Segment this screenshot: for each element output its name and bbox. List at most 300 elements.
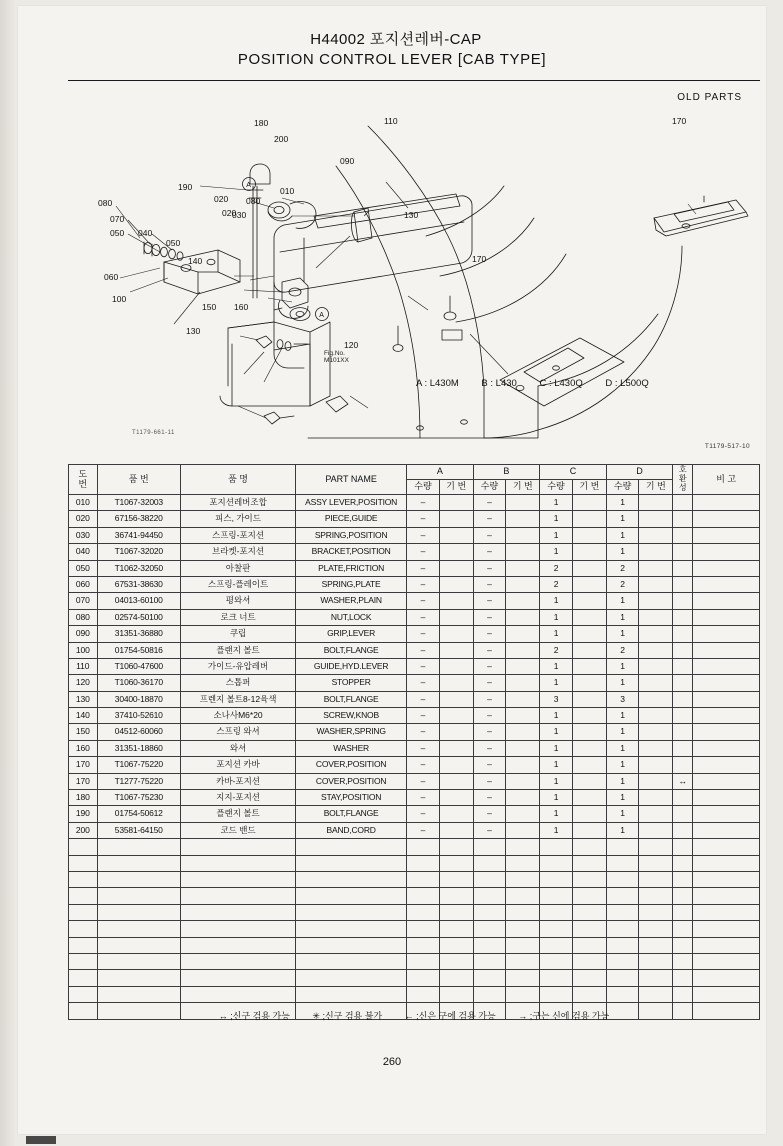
page-title: POSITION CONTROL LEVER [CAB TYPE] (237, 51, 547, 68)
col-header-interchange (673, 465, 693, 495)
cell-empty (296, 871, 407, 887)
cell-part-no: 04013-60100 (97, 593, 180, 609)
cell-hokan (673, 544, 693, 560)
col-header-group-b: B (473, 465, 540, 480)
cell-empty (673, 953, 693, 969)
figure-code-right: T1179-517-10 (704, 443, 750, 450)
table-row (69, 740, 760, 756)
cell-empty (693, 937, 760, 953)
cell-d-q: 2 (606, 560, 639, 576)
cell-part-no: 04512-60060 (97, 724, 180, 740)
cell-empty (473, 986, 506, 1002)
cell-dono: 110 (69, 658, 98, 674)
cell-empty (296, 986, 407, 1002)
cell-part-no: T1277-75220 (97, 773, 180, 789)
cell-b-q: – (473, 642, 506, 658)
cell-b-g (506, 773, 540, 789)
callout-020-a: 020 (214, 194, 229, 204)
cell-d-q: 1 (606, 757, 639, 773)
cell-empty (69, 937, 98, 953)
cell-dono: 100 (69, 642, 98, 658)
cell-empty (180, 970, 295, 986)
legend-item-1: ↔ ;신구 검용 가능 (218, 1011, 290, 1021)
cell-empty (473, 921, 506, 937)
cell-empty (506, 921, 540, 937)
cell-d-g (639, 593, 673, 609)
cell-c-q: 1 (540, 708, 573, 724)
variant-c: C : L430Q (539, 378, 583, 389)
cell-c-g (572, 511, 606, 527)
cell-empty (540, 921, 573, 937)
table-row-empty (69, 871, 760, 887)
cell-d-q: 1 (606, 790, 639, 806)
cell-empty (473, 888, 506, 904)
cell-dono: 060 (69, 576, 98, 592)
cell-empty (693, 888, 760, 904)
cell-a-g (439, 806, 473, 822)
table-row-empty (69, 986, 760, 1002)
cell-empty (97, 953, 180, 969)
col-header-qty-c: 수량 (540, 480, 573, 495)
cell-empty (473, 871, 506, 887)
exploded-view-figure (68, 86, 760, 460)
cell-c-q: 1 (540, 609, 573, 625)
svg-text:A: A (246, 181, 251, 189)
cell-empty (180, 855, 295, 871)
callout-010: 010 (280, 186, 295, 196)
cell-hokan (673, 576, 693, 592)
cell-empty (69, 839, 98, 855)
cell-d-g (639, 757, 673, 773)
cell-hokan (673, 806, 693, 822)
assembly-code: H44002 포지션레버-CAP (310, 31, 482, 48)
cell-hokan: ↔ (673, 773, 693, 789)
table-row (69, 609, 760, 625)
cell-d-g (639, 806, 673, 822)
col-header-eng-name: PART NAME (296, 465, 407, 495)
cell-hokan (673, 790, 693, 806)
interchange-line1: 호 (678, 465, 687, 475)
cell-b-g (506, 740, 540, 756)
cell-kor: 코드 밴드 (180, 822, 295, 838)
cell-a-g (439, 822, 473, 838)
cell-c-q: 1 (540, 757, 573, 773)
cell-empty (407, 839, 440, 855)
cell-a-q: – (407, 822, 440, 838)
cell-kor: 카바-포지션 (180, 773, 295, 789)
cell-empty (296, 937, 407, 953)
cell-empty (506, 970, 540, 986)
cell-kor: 스프링 와셔 (180, 724, 295, 740)
cell-c-g (572, 527, 606, 543)
cell-a-q: – (407, 790, 440, 806)
table-header-row-1 (69, 465, 760, 480)
cell-b-g (506, 626, 540, 642)
cell-kor: 가이드-유압레버 (180, 658, 295, 674)
cell-hokan (673, 757, 693, 773)
cell-empty (673, 855, 693, 871)
cell-a-g (439, 544, 473, 560)
cell-kor: 와셔 (180, 740, 295, 756)
cell-a-q: – (407, 675, 440, 691)
cell-empty (296, 904, 407, 920)
cell-c-q: 1 (540, 773, 573, 789)
cell-empty (693, 953, 760, 969)
cell-d-g (639, 642, 673, 658)
cell-empty (639, 871, 673, 887)
cell-empty (69, 986, 98, 1002)
cell-dono: 030 (69, 527, 98, 543)
cell-b-q: – (473, 724, 506, 740)
cell-a-q: – (407, 626, 440, 642)
cell-kor: 브라켓-포지션 (180, 544, 295, 560)
cell-hokan (673, 708, 693, 724)
cell-d-g (639, 724, 673, 740)
table-row (69, 757, 760, 773)
cell-b-g (506, 609, 540, 625)
cell-empty (606, 871, 639, 887)
cell-remark (693, 527, 760, 543)
callout-150: 150 (202, 302, 217, 312)
old-parts-label: OLD PARTS (677, 92, 742, 103)
callout-090: 090 (340, 156, 355, 166)
cell-remark (693, 822, 760, 838)
header-divider (68, 80, 760, 81)
cell-a-q: – (407, 708, 440, 724)
cell-c-q: 2 (540, 642, 573, 658)
cell-dono: 080 (69, 609, 98, 625)
cell-empty (693, 855, 760, 871)
cell-eng: NUT,LOCK (296, 609, 407, 625)
cell-b-q: – (473, 658, 506, 674)
cell-a-q: – (407, 806, 440, 822)
cell-c-g (572, 495, 606, 511)
cell-empty (673, 904, 693, 920)
cell-d-q: 2 (606, 642, 639, 658)
cell-c-g (572, 790, 606, 806)
cell-c-q: 1 (540, 544, 573, 560)
table-row (69, 658, 760, 674)
legend-item-2: ✳ ;신구 검용 불가 (312, 1011, 383, 1021)
interchange-line2: 환 (678, 474, 687, 484)
cell-empty (407, 937, 440, 953)
cell-empty (572, 970, 606, 986)
cell-empty (606, 986, 639, 1002)
cell-empty (693, 986, 760, 1002)
cell-empty (540, 904, 573, 920)
cell-dono: 190 (69, 806, 98, 822)
cell-empty (180, 888, 295, 904)
table-row (69, 790, 760, 806)
cell-d-g (639, 527, 673, 543)
cell-d-q: 1 (606, 544, 639, 560)
cell-d-g (639, 576, 673, 592)
cell-d-q: 1 (606, 675, 639, 691)
cell-empty (296, 970, 407, 986)
cell-a-q: – (407, 642, 440, 658)
cell-d-q: 1 (606, 609, 639, 625)
bottom-edge-mark (26, 1136, 56, 1144)
table-row (69, 527, 760, 543)
cell-empty (97, 986, 180, 1002)
cell-part-no: 31351-18860 (97, 740, 180, 756)
cell-dono: 180 (69, 790, 98, 806)
cell-c-g (572, 658, 606, 674)
cell-c-g (572, 822, 606, 838)
cell-dono: 160 (69, 740, 98, 756)
cell-d-q: 1 (606, 708, 639, 724)
cell-empty (180, 937, 295, 953)
cell-kor: 로크 너트 (180, 609, 295, 625)
cell-a-g (439, 658, 473, 674)
cell-c-q: 1 (540, 822, 573, 838)
cell-empty (639, 888, 673, 904)
cell-b-q: – (473, 544, 506, 560)
cell-remark (693, 495, 760, 511)
cell-b-g (506, 658, 540, 674)
cell-d-q: 1 (606, 773, 639, 789)
cell-empty (407, 921, 440, 937)
cell-eng: PIECE,GUIDE (296, 511, 407, 527)
cell-kor: 플랜지 볼트 (180, 806, 295, 822)
cell-empty (540, 953, 573, 969)
cell-empty (693, 839, 760, 855)
cell-part-no: T1067-32020 (97, 544, 180, 560)
col-header-remark: 비 고 (693, 465, 760, 495)
cell-empty (506, 937, 540, 953)
table-row (69, 560, 760, 576)
cell-remark (693, 593, 760, 609)
cell-empty (407, 871, 440, 887)
cell-empty (473, 970, 506, 986)
col-header-qty-a: 수량 (407, 480, 440, 495)
cell-b-q: – (473, 511, 506, 527)
cell-d-g (639, 609, 673, 625)
parts-table-body (69, 495, 760, 1020)
col-header-group-c: C (540, 465, 607, 480)
cell-dono: 120 (69, 675, 98, 691)
cell-remark (693, 708, 760, 724)
callout-130-a: 130 (186, 326, 201, 336)
cell-d-q: 1 (606, 495, 639, 511)
cell-hokan (673, 511, 693, 527)
cell-empty (639, 986, 673, 1002)
cell-c-g (572, 576, 606, 592)
cell-remark (693, 806, 760, 822)
col-header-group-a: A (407, 465, 474, 480)
cell-empty (572, 839, 606, 855)
cell-d-g (639, 740, 673, 756)
legend-item-4: → ;구는 신에 검용 가능 (518, 1011, 610, 1021)
variant-a: A : L430M (416, 378, 459, 389)
cell-empty (506, 904, 540, 920)
cell-b-q: – (473, 675, 506, 691)
cell-d-g (639, 790, 673, 806)
cell-empty (506, 888, 540, 904)
parts-table-head (69, 465, 760, 495)
variant-d: D : L500Q (605, 378, 649, 389)
cell-part-no: T1067-32003 (97, 495, 180, 511)
cell-empty (296, 839, 407, 855)
cell-kor: 소나사M6*20 (180, 708, 295, 724)
cell-empty (540, 855, 573, 871)
cell-eng: WASHER,SPRING (296, 724, 407, 740)
cell-part-no: 37410-52610 (97, 708, 180, 724)
table-row (69, 773, 760, 789)
parts-catalog-sheet (18, 6, 766, 1134)
callout-030: 030 (232, 210, 247, 220)
cell-empty (606, 904, 639, 920)
callout-080-a: 080 (98, 198, 113, 208)
cell-b-q: – (473, 740, 506, 756)
book-spine-shadow (0, 0, 16, 1146)
cell-b-g (506, 560, 540, 576)
cell-part-no: T1060-36170 (97, 675, 180, 691)
cell-empty (639, 904, 673, 920)
cell-c-q: 1 (540, 527, 573, 543)
cell-empty (439, 970, 473, 986)
cell-empty (439, 921, 473, 937)
table-row-empty (69, 970, 760, 986)
callout-200: 200 (274, 134, 289, 144)
cell-a-q: – (407, 740, 440, 756)
cell-b-g (506, 691, 540, 707)
cell-kor: 프렌지 볼트8-12육색 (180, 691, 295, 707)
figure-reference-note (324, 350, 349, 365)
cell-c-q: 1 (540, 790, 573, 806)
cell-empty (407, 953, 440, 969)
cell-c-g (572, 691, 606, 707)
cell-empty (693, 904, 760, 920)
cell-remark (693, 642, 760, 658)
cell-eng: BOLT,FLANGE (296, 642, 407, 658)
cell-b-q: – (473, 822, 506, 838)
cell-remark (693, 773, 760, 789)
cell-empty (572, 986, 606, 1002)
col-header-group-d: D (606, 465, 673, 480)
cell-d-g (639, 691, 673, 707)
cell-b-g (506, 527, 540, 543)
cell-empty (639, 953, 673, 969)
cell-part-no: 01754-50612 (97, 806, 180, 822)
svg-text:A: A (319, 311, 324, 319)
cell-part-no: 36741-94450 (97, 527, 180, 543)
cell-c-g (572, 642, 606, 658)
cell-empty (540, 986, 573, 1002)
cell-empty (69, 871, 98, 887)
cell-c-g (572, 773, 606, 789)
callout-060: 060 (104, 272, 119, 282)
cell-remark (693, 626, 760, 642)
cell-empty (439, 986, 473, 1002)
interchange-line3: 성 (678, 482, 687, 492)
cell-empty (473, 839, 506, 855)
cell-d-q: 3 (606, 691, 639, 707)
cell-empty (639, 970, 673, 986)
cell-b-q: – (473, 527, 506, 543)
cell-empty (180, 871, 295, 887)
cell-hokan (673, 609, 693, 625)
cell-d-q: 1 (606, 593, 639, 609)
cell-a-g (439, 691, 473, 707)
cell-b-g (506, 708, 540, 724)
cell-empty (639, 839, 673, 855)
cell-remark (693, 691, 760, 707)
parts-table (68, 464, 760, 1020)
cell-part-no: 02574-50100 (97, 609, 180, 625)
cell-empty (69, 953, 98, 969)
cell-dono: 090 (69, 626, 98, 642)
table-row (69, 495, 760, 511)
callout-050-b: 050 (166, 238, 181, 248)
cell-empty (506, 986, 540, 1002)
col-header-kor-name: 품 명 (180, 465, 295, 495)
cell-a-q: – (407, 773, 440, 789)
cell-eng: COVER,POSITION (296, 757, 407, 773)
table-row (69, 642, 760, 658)
cell-empty (473, 953, 506, 969)
cell-a-q: – (407, 527, 440, 543)
callout-170-a: 170 (472, 254, 487, 264)
cell-empty (693, 921, 760, 937)
drawing-no-line2: 번 (78, 478, 88, 489)
cell-hokan (673, 691, 693, 707)
cell-a-g (439, 757, 473, 773)
cell-empty (439, 904, 473, 920)
figure-linework (68, 86, 760, 460)
cell-d-g (639, 560, 673, 576)
cell-remark (693, 544, 760, 560)
cell-d-g (639, 675, 673, 691)
cell-b-g (506, 757, 540, 773)
cell-c-g (572, 609, 606, 625)
cell-empty (506, 855, 540, 871)
cell-c-g (572, 544, 606, 560)
cell-d-q: 1 (606, 822, 639, 838)
cell-b-q: – (473, 806, 506, 822)
cell-empty (439, 937, 473, 953)
variant-b: B : L430 (481, 378, 517, 389)
cell-empty (606, 839, 639, 855)
cell-hokan (673, 740, 693, 756)
cell-remark (693, 609, 760, 625)
cell-c-q: 1 (540, 675, 573, 691)
cell-empty (97, 937, 180, 953)
cell-dono: 150 (69, 724, 98, 740)
cell-remark (693, 576, 760, 592)
col-header-drawing-no (69, 465, 98, 495)
cell-kor: 스프링-플레이트 (180, 576, 295, 592)
cell-b-g (506, 724, 540, 740)
cell-eng: PLATE,FRICTION (296, 560, 407, 576)
cell-b-g (506, 544, 540, 560)
page-number: 260 (382, 1056, 402, 1068)
callout-050-a: 050 (110, 228, 125, 238)
callout-080-b: 080 (246, 196, 261, 206)
cell-empty (639, 855, 673, 871)
cell-c-g (572, 757, 606, 773)
cell-kor: 아찰판 (180, 560, 295, 576)
cell-c-q: 3 (540, 691, 573, 707)
cell-dono: 020 (69, 511, 98, 527)
cell-b-g (506, 495, 540, 511)
cell-d-q: 1 (606, 724, 639, 740)
table-row-empty (69, 904, 760, 920)
cell-a-g (439, 609, 473, 625)
cell-eng: BOLT,FLANGE (296, 691, 407, 707)
cell-d-g (639, 495, 673, 511)
cell-b-g (506, 806, 540, 822)
